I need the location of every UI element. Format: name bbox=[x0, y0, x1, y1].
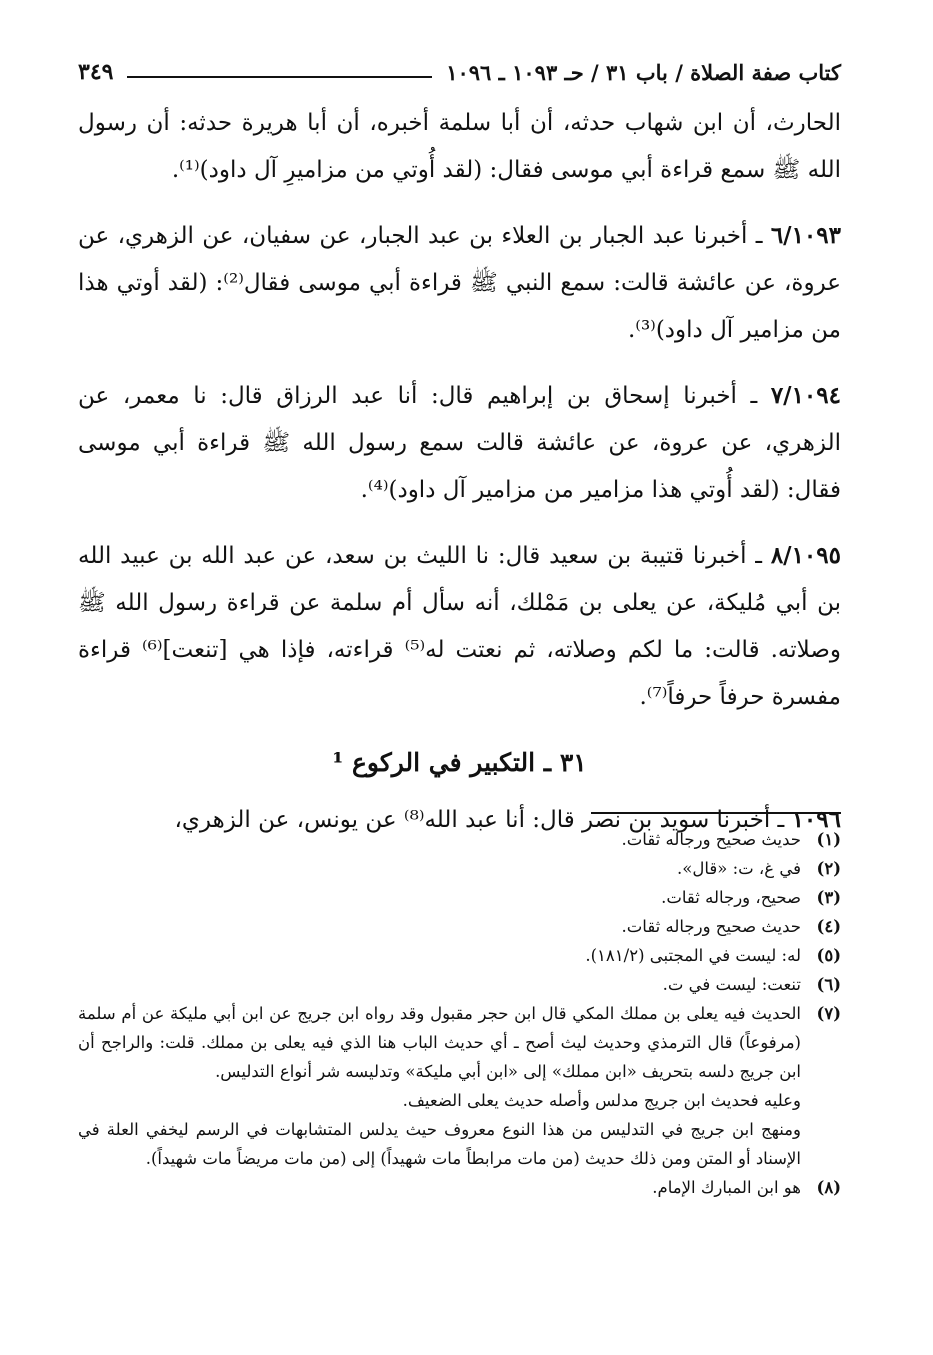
footnote-item bbox=[78, 941, 841, 970]
hadith-text: ـ أخبرنا إسحاق بن إبراهيم قال: أنا عبد الرزاق قال: نا معمر، عن الزهري، عن عروة، عن عائشة قالت سمع رسول الله ﷺ قراءة أبي موسى فقال: (لقد أُوتي هذا مزامير من مزامير آل داود)⁽⁴⁾. bbox=[78, 383, 841, 503]
footnote-continuation: ومنهج ابن جريج في التدليس من هذا النوع معروف حيث يدلس المتشابهات في الرسم ليخفي العلة في الإسناد أو المتن ومن ذلك حديث (من مات مرابطاً مات شهيداً) إلى (من مات مريضاً مات شهيداً). bbox=[78, 1120, 801, 1168]
footnote-number: (٦) bbox=[816, 975, 841, 994]
hadith-paragraph bbox=[78, 212, 841, 354]
hadith-number: ٨/١٠٩٥ bbox=[770, 542, 841, 569]
footnote-number: (٤) bbox=[816, 917, 841, 936]
hadith-paragraph bbox=[78, 372, 841, 514]
hadith-text: الحارث، أن ابن شهاب حدثه، أن أبا سلمة أخبره، أن أبا هريرة حدثه: أن رسول الله ﷺ سمع قراءة أبي موسى فقال: (لقد أُوتي من مزاميرِ آل داود)⁽¹⁾. bbox=[78, 110, 841, 183]
footnotes bbox=[78, 825, 841, 1202]
footnote-number: (٢) bbox=[816, 859, 841, 878]
hadith-text: ـ أخبرنا سويد بن نصر قال: أنا عبد الله⁽⁸⁾ عن يونس، عن الزهري، bbox=[174, 807, 792, 833]
footnote-number: (١) bbox=[816, 830, 841, 849]
footnote-text: هو ابن المبارك الإمام. bbox=[652, 1178, 801, 1197]
footnote-item bbox=[78, 883, 841, 912]
hadith-text: ـ أخبرنا قتيبة بن سعيد قال: نا الليث بن سعد، عن عبد الله بن عبيد الله بن أبي مُليكة، عن يعلى بن مَمْلك، أنه سأل أم سلمة عن قراءة رسول الله ﷺ وصلاته. قالت: ما لكم وصلاته، ثم نعتت له⁽⁵⁾ قراءته، فإذا هي [تنعت]⁽⁶⁾ قراءة مفسرة حرفاً حرفاً⁽⁷⁾. bbox=[78, 543, 841, 710]
hadith-number: ١٠٩٦ bbox=[791, 806, 841, 833]
footnote-number: (٣) bbox=[816, 888, 841, 907]
footnote-continuation: وعليه فحديث ابن جريج مدلس وأصله حديث يعلى الضعيف. bbox=[402, 1091, 801, 1110]
footnote-separator bbox=[591, 812, 841, 814]
chapter-title: كتاب صفة الصلاة / باب ٣١ / حـ ١٠٩٣ ـ ١٠٩٦ bbox=[446, 59, 841, 85]
section-heading: ٣١ ـ التكبير في الركوع ¹ bbox=[332, 748, 587, 777]
footnote-number: (٨) bbox=[816, 1178, 841, 1197]
hadith-paragraph bbox=[78, 100, 841, 194]
footnote-text: حديث صحيح ورجاله ثقات. bbox=[621, 917, 801, 936]
footnote-text: له: ليست في المجتبى (١٨١/٢). bbox=[585, 946, 801, 965]
footnote-text: الحديث فيه يعلى بن مملك المكي قال ابن حجر مقبول وقد رواه ابن جريج عن ابن أبي مليكة عن أم سلمة (مرفوعاً) قال الترمذي وحديث ليث أصح ـ أي حديث الباب هنا الذي فيه يعلى بن مملك. قلت: والراجح أن ابن جريج دلسه بتحريف «ابن مملك» إلى «ابن أبي مليكة» وتدليسه شر أنواع التدليس. bbox=[78, 1004, 801, 1081]
page-number: ٣٤٩ bbox=[78, 59, 114, 85]
main-text bbox=[78, 100, 841, 862]
footnote-item bbox=[78, 999, 841, 1086]
running-header bbox=[78, 52, 841, 92]
footnote-item bbox=[78, 854, 841, 883]
footnote-text: صحيح، ورجاله ثقات. bbox=[661, 888, 801, 907]
footnote-item bbox=[78, 970, 841, 999]
hadith-paragraph bbox=[78, 532, 841, 721]
footnote-number: (٧) bbox=[816, 1004, 841, 1023]
hadith-number: ٦/١٠٩٣ bbox=[770, 222, 841, 249]
footnote-item bbox=[78, 825, 841, 854]
footnote-text: حديث صحيح ورجاله ثقات. bbox=[621, 830, 801, 849]
footnote-number: (٥) bbox=[816, 946, 841, 965]
footnote-text: تنعت: ليست في ت. bbox=[662, 975, 801, 994]
footnote-item bbox=[78, 912, 841, 941]
hadith-text: ـ أخبرنا عبد الجبار بن العلاء بن عبد الجبار، عن سفيان، عن الزهري، عن عروة، عن عائشة قالت: سمع النبي ﷺ قراءة أبي موسى فقال⁽²⁾: (لقد أوتي هذا من مزامير آل داود)⁽³⁾. bbox=[78, 223, 841, 343]
hadith-number: ٧/١٠٩٤ bbox=[770, 382, 841, 409]
footnote-item bbox=[78, 1173, 841, 1202]
header-rule bbox=[127, 76, 432, 78]
footnote-text: في غ، ت: «قال». bbox=[677, 859, 801, 878]
